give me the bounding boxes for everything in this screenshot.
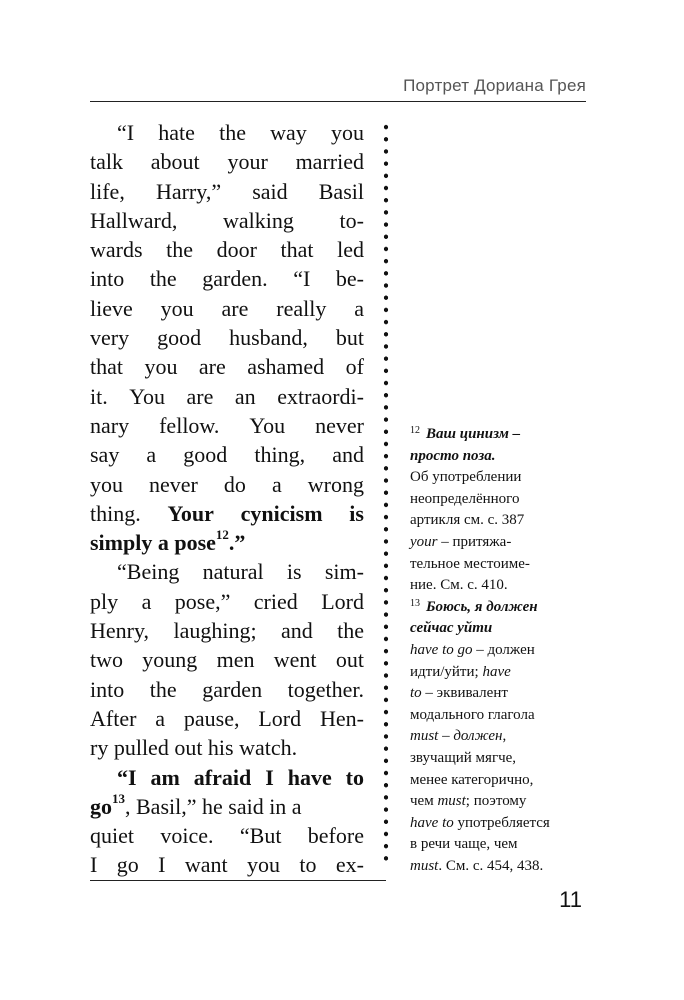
word: walking [223,207,294,233]
text-line [90,118,364,147]
word: pose,” [174,588,231,614]
line-text: ry pulled out his watch. [90,735,298,761]
word: door [216,237,257,263]
word: young [142,647,198,673]
running-header: Портрет Дориана Грея [403,76,586,95]
bold-phrase: go [90,793,112,819]
text-line [90,440,364,469]
word: your [227,149,268,175]
word: I [265,764,274,790]
word: “But [239,823,282,849]
word: before [307,823,364,849]
word: of [345,354,364,380]
word: a [141,588,152,614]
word: that [90,354,123,380]
word: you [90,471,123,497]
word: thing. [90,500,141,526]
text-line [90,323,364,352]
word: After [90,705,137,731]
word: Hallward, [90,207,178,233]
word: the [219,120,246,145]
word: pause, [183,705,240,731]
word: very [90,325,130,351]
word: Basil [318,178,364,204]
word: said [252,178,288,204]
word: fellow. [159,412,220,438]
main-text-column [90,118,364,880]
text-line [90,528,364,557]
word: about [150,149,200,175]
word: two [90,647,123,673]
word: the [149,676,177,702]
word: afraid [193,764,252,790]
word: Harry,” [155,178,222,204]
word: Your [167,500,214,526]
text-line [90,675,364,704]
text-line [90,763,364,792]
word: that [280,237,314,263]
word: husband, [229,325,308,351]
word: is [286,559,302,585]
word: married [295,149,364,175]
text-line [90,411,364,440]
text-line [90,147,364,176]
word: cynicism [240,500,323,526]
word: never [315,412,364,438]
word: want [184,852,228,878]
word: You [129,383,165,409]
word: garden [202,676,263,702]
word: you [160,295,194,321]
text-line [90,352,364,381]
word: men [216,647,255,673]
text-line [90,382,364,411]
word: “I [293,266,311,292]
text-line [90,792,364,821]
word: thing, [254,442,306,468]
word: are [198,354,226,380]
word: the [166,237,194,263]
text-line [90,616,364,645]
word: do [223,471,246,497]
word: it. [90,383,108,409]
word: natural [202,559,264,585]
word: good [157,325,202,351]
footnote-12-title: $^{12}$ Ваш цинизм – [410,425,521,442]
word: the [149,266,177,292]
word: a [354,295,364,321]
text-line [90,235,364,264]
text-line [90,206,364,235]
word: have [287,764,332,790]
word: together. [287,676,364,702]
footnote-12-number: 12 [410,425,420,436]
word: went [273,647,317,673]
word: I [90,852,98,878]
word: a [271,471,282,497]
word: am [150,764,180,790]
word: is [349,500,364,526]
word: nary [90,412,130,438]
word: life, [90,178,125,204]
word: hate [158,120,195,145]
word: ex- [335,852,364,878]
word: to [345,764,364,790]
word: are [186,383,214,409]
word: wrong [307,471,364,497]
word: you [330,120,364,145]
word: a [146,442,157,468]
word: never [149,471,198,497]
text-line [90,821,364,850]
word: and [332,442,364,468]
word: to [299,852,317,878]
word: cried [253,588,298,614]
header-rule [90,101,586,102]
word: the [337,618,364,644]
text-line [90,557,364,586]
word: but [335,325,364,351]
footnote-13-title: $^{13}$ Боюсь, я должен [410,597,538,615]
footnote-ref[interactable]: 12 [215,527,229,543]
text-line [90,294,364,323]
bottom-rule [90,880,386,881]
word: quiet [90,823,134,849]
word: “I [117,120,135,145]
word: to- [339,207,364,233]
word: you [246,852,280,878]
word: I [158,852,166,878]
text-line [90,645,364,674]
word: extraordi- [277,383,364,409]
word: into [90,676,125,702]
word: laughing; [173,618,257,644]
text-line [90,850,364,879]
line-text: , Basil,” he said in a [125,793,302,819]
word: go [116,852,139,878]
footnote-13-number: 13 [410,597,420,609]
word: Henry, [90,618,150,644]
word: Lord [321,588,364,614]
word: talk [90,149,123,175]
dotted-separator [383,121,389,861]
line-text: .” [228,530,246,556]
word: ashamed [247,354,325,380]
word: “Being [117,559,180,585]
word: Lord [258,705,302,731]
text-line [90,587,364,616]
word: Hen- [319,705,364,731]
text-line [90,470,364,499]
footnote-ref[interactable]: 13 [112,790,125,806]
word: good [183,442,228,468]
word: ply [90,588,119,614]
word: are [221,295,249,321]
word: be- [335,266,364,292]
bold-phrase: simply a pose [90,530,216,556]
word: led [337,237,364,263]
word: lieve [90,295,133,321]
page-number: 11 [559,887,582,912]
word: and [280,618,313,644]
text-line [90,704,364,733]
text-line [90,733,364,762]
word: really [276,295,327,321]
footnotes-column: $^{12}$ Ваш цинизм – просто поза. Об употреблении неопределённого артикля см. с. 387 your – притяжа- тельное местоиме- ние. См. с. 410. $^{13}$ Боюсь, я должен сейчас уйти have to go – должен идти/уйти; have to – эквивалент модального глагола must – должен, звучащий мягче, менее категорично, чем must; поэтому have to употребляется в речи чаще, чем must. См. с. 454, 438. [410,424,590,877]
word: an [234,383,256,409]
word: a [155,705,166,731]
word: say [90,442,120,468]
word: voice. [160,823,214,849]
word: wards [90,237,143,263]
word: you [144,354,178,380]
word: “I [117,764,137,790]
word: garden. [202,266,268,292]
text-line [90,264,364,293]
word: out [335,647,364,673]
word: sim- [324,559,364,585]
word: into [90,266,125,292]
word: You [249,412,286,438]
text-line [90,177,364,206]
word: way [270,120,307,145]
